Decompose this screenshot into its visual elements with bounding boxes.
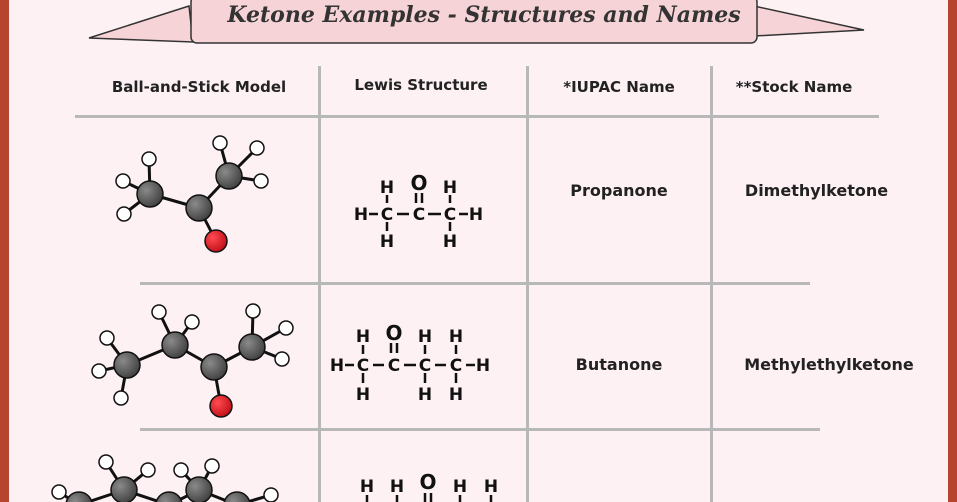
hydrogen-atom — [279, 321, 293, 335]
hydrogen-atom — [250, 141, 264, 155]
stock-name-row2: Methylethylketone — [744, 355, 914, 374]
third-ketone-ball-and-stick — [52, 455, 278, 502]
atom-symbol: H — [442, 232, 458, 252]
carbon-atom — [162, 332, 188, 358]
iupac-name-row1: Propanone — [570, 181, 668, 200]
carbon-atom — [111, 477, 137, 502]
stock-name-row1: Dimethylketone — [744, 181, 889, 200]
atom-symbol: C — [418, 356, 432, 376]
hydrogen-atom — [275, 352, 289, 366]
hydrogen-atom — [92, 364, 106, 378]
propanone-lewis-structure — [354, 171, 483, 252]
hydrogen-atom — [114, 391, 128, 405]
atom-symbol: H — [483, 477, 499, 497]
atom-symbol: C — [380, 205, 394, 225]
atom-symbol: H — [329, 356, 345, 376]
propanone-ball-and-stick — [116, 136, 268, 252]
atom-symbol: C — [412, 205, 426, 225]
hydrogen-atom — [174, 463, 188, 477]
atom-symbol: H — [417, 385, 433, 405]
atom-symbol: H — [452, 477, 468, 497]
hydrogen-atom — [117, 207, 131, 221]
atom-symbol: H — [442, 178, 458, 198]
atom-symbol: H — [448, 385, 464, 405]
carbon-atom — [216, 163, 242, 189]
page-title: Ketone Examples - Structures and Names — [227, 2, 741, 28]
iupac-name-row2: Butanone — [575, 355, 663, 374]
oxygen-atom — [210, 395, 232, 417]
atom-symbol: O — [410, 171, 428, 195]
carbon-atom — [186, 195, 212, 221]
atom-symbol: C — [443, 205, 457, 225]
hydrogen-atom — [254, 174, 268, 188]
carbon-atom — [137, 181, 163, 207]
atom-symbol: C — [356, 356, 370, 376]
atom-symbol: H — [379, 178, 395, 198]
atom-symbol: H — [359, 477, 375, 497]
butanone-ball-and-stick — [92, 304, 293, 417]
ketone-examples-page — [9, 0, 948, 502]
carbon-atom — [114, 352, 140, 378]
carbon-atom — [239, 334, 265, 360]
third-ketone-lewis-structure — [360, 470, 498, 502]
atom-symbol: H — [468, 205, 484, 225]
hydrogen-atom — [185, 315, 199, 329]
hydrogen-atom — [116, 174, 130, 188]
carbon-atom — [201, 354, 227, 380]
header-iupac-name: *IUPAC Name — [563, 78, 675, 96]
atom-symbol: H — [355, 327, 371, 347]
atom-symbol: H — [448, 327, 464, 347]
atom-symbol: O — [385, 321, 403, 345]
molecule-drawings — [9, 0, 948, 502]
hydrogen-atom — [246, 304, 260, 318]
hydrogen-atom — [99, 455, 113, 469]
butanone-lewis-structure — [330, 321, 490, 405]
atom-symbol: C — [449, 356, 463, 376]
hydrogen-atom — [141, 463, 155, 477]
hydrogen-atom — [264, 488, 278, 502]
hydrogen-atom — [52, 485, 66, 499]
carbon-atom — [156, 492, 182, 502]
atom-symbol: H — [379, 232, 395, 252]
header-ball-and-stick: Ball-and-Stick Model — [111, 78, 287, 96]
hydrogen-atom — [205, 459, 219, 473]
atom-symbol: H — [355, 385, 371, 405]
hydrogen-atom — [152, 305, 166, 319]
carbon-atom — [142, 152, 156, 166]
hydrogen-atom — [213, 136, 227, 150]
atom-symbol: C — [387, 356, 401, 376]
hydrogen-atom — [100, 331, 114, 345]
carbon-atom — [186, 477, 212, 502]
atom-symbol: H — [417, 327, 433, 347]
atom-symbol: H — [353, 205, 369, 225]
carbon-atom — [224, 492, 250, 502]
header-lewis-structure: Lewis Structure — [354, 76, 488, 94]
atom-symbol: O — [419, 470, 437, 494]
oxygen-atom — [205, 230, 227, 252]
atom-symbol: H — [475, 356, 491, 376]
header-stock-name: **Stock Name — [735, 78, 853, 96]
carbon-atom — [66, 492, 92, 502]
atom-symbol: H — [389, 477, 405, 497]
